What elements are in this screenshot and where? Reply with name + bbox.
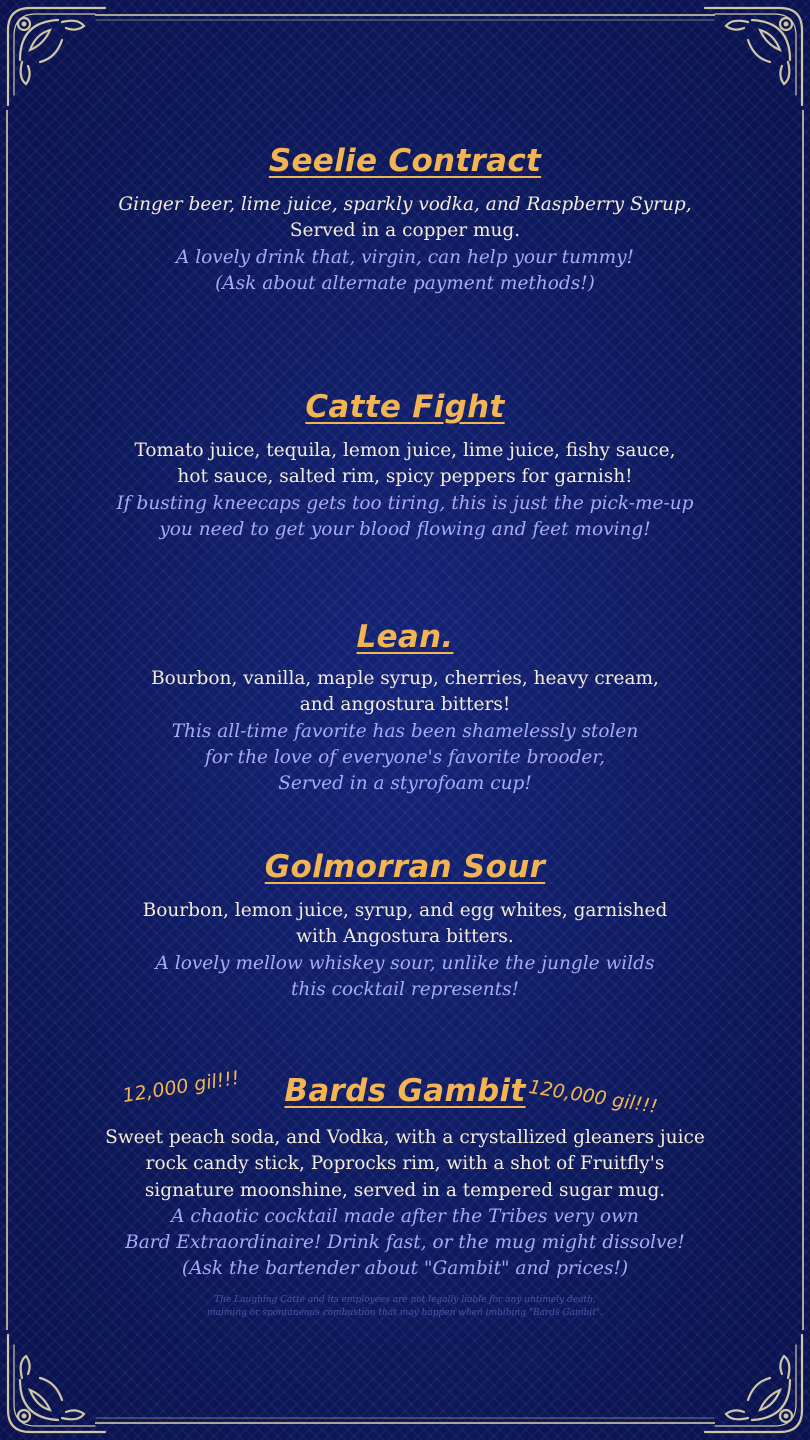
drink-title: Bards Gambit <box>284 1073 526 1109</box>
drink-description-line: (Ask the bartender about "Gambit" and prices!) <box>181 1258 629 1280</box>
drink-description-line: This all-time favorite has been shamelessly stolen <box>171 720 639 742</box>
drink-description-line: (Ask about alternate payment methods!) <box>215 272 595 294</box>
drink-ingredients-line: Ginger beer, lime juice, sparkly vodka, and Raspberry Syrup, <box>118 194 692 215</box>
menu-item-seelie-contract <box>0 141 810 297</box>
drink-ingredients-line: Sweet peach soda, and Vodka, with a crystallized gleaners juice <box>105 1127 705 1148</box>
drink-ingredients-line: Served in a copper mug. <box>289 220 521 242</box>
disclaimer-line: The Laughing Catte and its employees are not legally liable for any untimely death, <box>214 1295 596 1305</box>
frame-border-bottom <box>95 1422 715 1424</box>
drink-description-line: this cocktail represents! <box>290 978 520 1000</box>
disclaimer-line: maiming or spontaneous combustion that may happen when imbibing "Bards Gambit". <box>207 1308 603 1318</box>
drink-description-line: A lovely mellow whiskey sour, unlike the jungle wilds <box>155 952 655 974</box>
legal-disclaimer <box>0 1294 810 1320</box>
price-tag-left: 12,000 gil!!! <box>121 1066 241 1108</box>
drink-title: Lean. <box>356 619 454 655</box>
drink-description-line: A lovely drink that, virgin, can help your tummy! <box>175 246 634 268</box>
drink-title: Golmorran Sour <box>264 849 546 885</box>
drink-ingredients-line: hot sauce, salted rim, spicy peppers for garnish! <box>177 466 633 488</box>
menu-item-catte-fight <box>0 387 810 543</box>
drink-ingredients-line: Bourbon, vanilla, maple syrup, cherries, heavy cream, <box>151 668 659 689</box>
drink-description-line: Bard Extraordinaire! Drink fast, or the mug might dissolve! <box>125 1232 685 1254</box>
drink-title: Catte Fight <box>305 389 505 425</box>
drink-description-line: If busting kneecaps gets too tiring, this is just the pick-me-up <box>116 492 694 514</box>
drink-description-line: A chaotic cocktail made after the Tribes very own <box>171 1205 639 1227</box>
drink-ingredients-line: with Angostura bitters. <box>296 926 514 948</box>
drink-description-line: for the love of everyone's favorite brooder, <box>204 746 606 768</box>
menu-item-bards-gambit <box>0 1071 810 1283</box>
frame-border-top <box>95 14 715 16</box>
drink-ingredients-line: Tomato juice, tequila, lemon juice, lime juice, fishy sauce, <box>134 440 676 461</box>
drink-description-line: you need to get your blood flowing and feet moving! <box>159 518 651 540</box>
corner-flourish-icon <box>0 1330 110 1440</box>
drink-ingredients-line: signature moonshine, served in a tempered sugar mug. <box>144 1179 666 1201</box>
drink-ingredients-line: and angostura bitters! <box>299 694 511 716</box>
corner-flourish-icon <box>700 0 810 110</box>
menu-item-lean <box>0 617 810 797</box>
corner-flourish-icon <box>0 0 110 110</box>
drink-ingredients-line: rock candy stick, Poprocks rim, with a shot of Fruitfly's <box>145 1153 665 1175</box>
drink-title: Seelie Contract <box>268 143 542 179</box>
price-tag-right: 120,000 gil!!! <box>527 1075 659 1119</box>
drink-ingredients-line: Bourbon, lemon juice, syrup, and egg whites, garnished <box>142 900 668 921</box>
menu-item-golmorran-sour <box>0 847 810 1003</box>
drink-description-line: Served in a styrofoam cup! <box>278 773 532 795</box>
corner-flourish-icon <box>700 1330 810 1440</box>
